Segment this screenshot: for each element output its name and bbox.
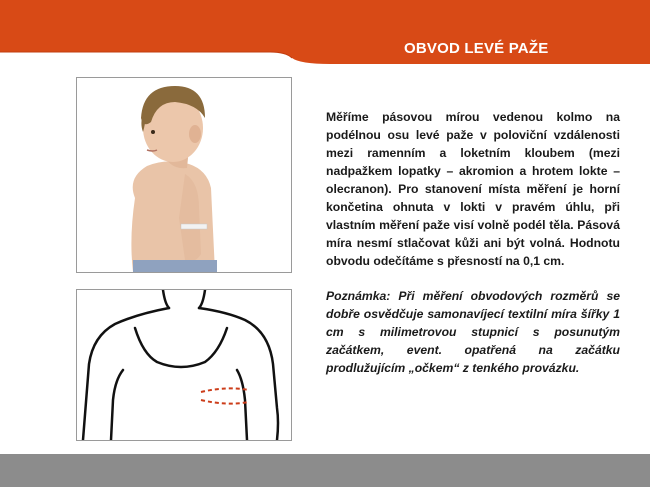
header-banner (0, 0, 650, 70)
sketch-torso-arm-tape-icon (77, 290, 291, 440)
note-paragraph: Poznámka: Při měření obvodových rozměrů se dobře osvědčuje samonavíjecí textilní míra šířky 1 cm s milimetrovou stupnicí s posunutým začátkem, event. opatřená na začátku prodlužujícím „očkem“ z tenkého provázku. (326, 289, 620, 375)
footer-bar (0, 454, 650, 487)
description-text (326, 108, 620, 377)
header-shape (0, 0, 650, 70)
main-paragraph: Měříme pásovou mírou vedenou kolmo na podélnou osu levé paže v poloviční vzdálenosti mezi ramenním a loketním kloubem (mezi nadpažkem lopatky – akromion a hrotem lokte – olecranon). Pro stanovení místa měření je horní končetina ohnuta v lokti v pravém úhlu, při vlastním měření paže visí volně podél těla. Pásová míra nesmí stlačovat kůži ani být volná. Hodnotu obvodu odečítáme s přesností na 0,1 cm. (326, 110, 620, 268)
page-title: OBVOD LEVÉ PAŽE (404, 40, 549, 57)
photo-frame (76, 77, 292, 273)
sketch-frame (76, 289, 292, 441)
photo-boy-measured-arm-icon (77, 78, 291, 272)
